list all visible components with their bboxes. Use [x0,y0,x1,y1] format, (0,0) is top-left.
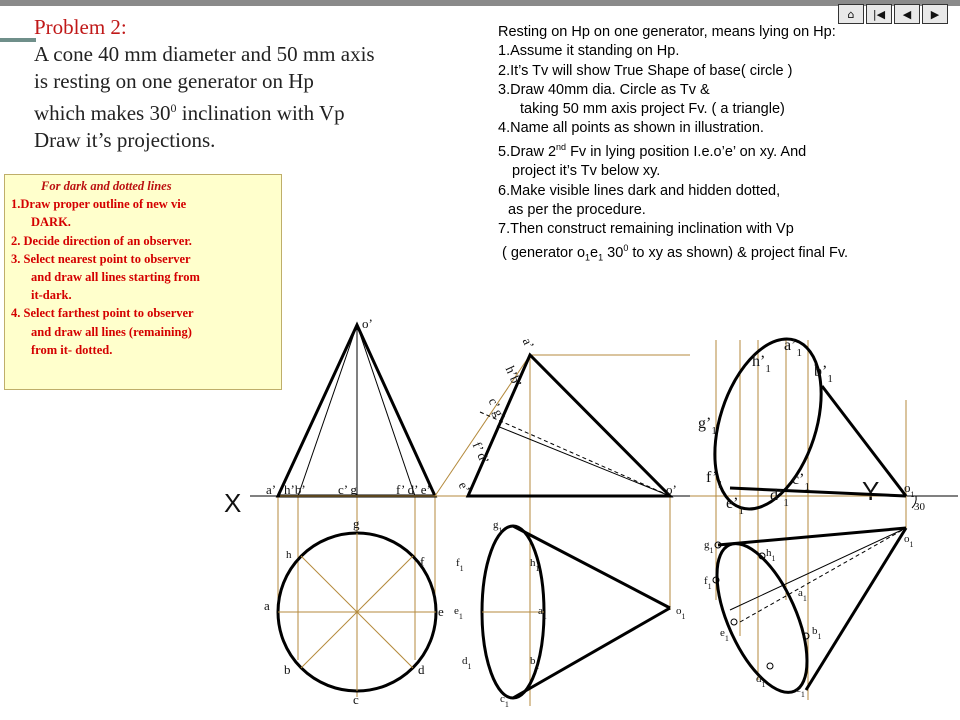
notes-item-1-cont: DARK. [31,215,71,230]
problem-line-4: Draw it’s projections. [34,128,216,152]
solution-intro: Resting on Hp on one generator, means lying on Hp: [498,24,836,41]
problem-title: Problem 2: [34,15,127,39]
v3-fv-label-e: $e’_1$ [726,495,744,517]
notes-item-2: 2. Decide direction of an observer. [11,233,192,248]
v1-tv-label-a: a [264,598,270,613]
v3-fv-label-c: $c’_1$ [792,471,810,493]
view2-top-view [454,519,686,709]
step-6-cont: as per the procedure. [508,201,646,218]
notes-item-3-cont: and draw all lines starting from [31,270,200,285]
next-icon: ▶ [930,7,940,21]
problem-line-2: is resting on one generator on Hp [34,69,314,93]
v1-tv-label-c: c [353,692,359,707]
axis-x-label: X [224,488,242,518]
notes-item-4-cont: and draw all lines (remaining) [31,324,192,339]
v2-tv-label-g: $g_1$ [493,519,503,535]
v3-fv-label-a: $a’_1$ [784,337,802,359]
step-7-cont: ( generator $o_1e_1$ $30^0$ to xy as shown) & project final Fv. [502,243,849,263]
step-3: 3.Draw 40mm dia. Circle as Tv & [498,81,710,98]
first-icon: |◀ [872,7,886,21]
step-7: 7.Then construct remaining inclination with Vp [498,221,794,238]
notes-item-4-cont2: from it- dotted. [31,342,113,357]
v2-tv-label-o: $o_1$ [676,605,686,621]
problem-line-1: A cone 40 mm diameter and 50 mm axis [34,42,375,66]
axis-y-label: Y [862,476,880,506]
v3-tv-label-h: $h_1$ [766,547,776,563]
step-3-cont: taking 50 mm axis project Fv. ( a triangle) [520,101,785,118]
v2-fv-label-o: o’ [666,482,677,497]
v2-fv-label-fd: f’ d’ [469,439,493,467]
v3-fv-label-g: $g’_1$ [698,415,717,437]
step-5-cont: project it’s Tv below xy. [512,163,661,180]
step-4: 4.Name all points as shown in illustration. [498,120,764,137]
prev-icon: ◀ [902,7,912,21]
v1-tv-label-h: h [286,549,292,561]
v3-fv-label-o: $o_1$ [904,480,915,499]
notes-item-1: 1.Draw proper outline of new vie [11,197,187,212]
v3-tv-label-b: $b_1$ [812,625,822,641]
view1-front-view [266,316,435,697]
step-5: 5.Draw 2nd Fv in lying position I.e.o’e’ on xy. And [498,142,807,161]
solution-heading: Solution Steps: [498,5,605,21]
v1-tv-label-g: g [353,516,360,531]
v1-tv-label-d: d [418,662,425,677]
step-6: 6.Make visible lines dark and hidden dotted, [498,182,781,199]
v3-fv-label-h: $h’_1$ [752,353,771,375]
v2-tv-label-a: $a_1$ [538,605,547,621]
v1-tv-label-f: f [420,554,425,569]
view3-front-view [690,325,915,700]
v2-tv-label-e: $e_1$ [454,605,463,621]
v2-fv-label-e: e’ [455,479,474,495]
v2-tv-label-d: $d_1$ [462,655,472,671]
v3-tv-label-o: $o_1$ [904,533,914,549]
v1-fv-label-fde: f’ d’ e’ [396,482,431,497]
v3-tv-label-d: $d_1$ [756,673,766,689]
v2-fv-label-hb: h’b’ [502,363,526,390]
v1-tv-label-e: e [438,604,444,619]
v3-tv-label-g: $g_1$ [704,539,714,555]
v1-tv-label-b: b [284,662,291,677]
v2-tv-label-h: $h_1$ [530,557,540,573]
notes-heading: For dark and dotted lines [41,179,172,193]
v3-tv-label-c: $c_1$ [796,683,805,699]
step-2: 2.It’s Tv will show True Shape of base( circle ) [498,62,793,79]
v1-fv-label-cg: c’ g [338,482,357,497]
view3-top-view [698,496,925,705]
v1-fv-label-a: a’ [266,482,277,497]
v3-tv-label-a: $a_1$ [798,587,807,603]
v3-tv-label-e: $e_1$ [720,627,729,643]
notes-item-4: 4. Select farthest point to observer [11,306,194,321]
home-icon: ⌂ [847,7,855,21]
v2-tv-label-c: $c_1$ [500,693,509,709]
notes-item-3-cont2: it-dark. [31,288,72,303]
v1-fv-label-o: o’ [362,316,373,331]
angle-30-label: 30 [914,501,925,513]
v2-tv-label-b: $b_1$ [530,655,540,671]
v3-fv-label-d: $d’_1$ [770,487,789,509]
problem-line-3: which makes $30^0$ inclination with Vp [34,101,345,125]
v3-fv-label-f: $f’_1$ [706,469,724,491]
v2-fv-label-cg: c’ g’ [485,395,509,423]
v2-tv-label-f: $f_1$ [456,557,464,573]
notes-item-3: 3. Select nearest point to observer [11,251,191,266]
v3-tv-label-f: $f_1$ [704,575,712,591]
v2-fv-label-a: a’ [519,335,538,351]
v1-fv-label-hb: h’b’ [284,482,306,497]
view1-top-view [264,516,444,707]
v3-fv-label-b: $b’_1$ [814,363,833,385]
step-1: 1.Assume it standing on Hp. [498,43,680,60]
